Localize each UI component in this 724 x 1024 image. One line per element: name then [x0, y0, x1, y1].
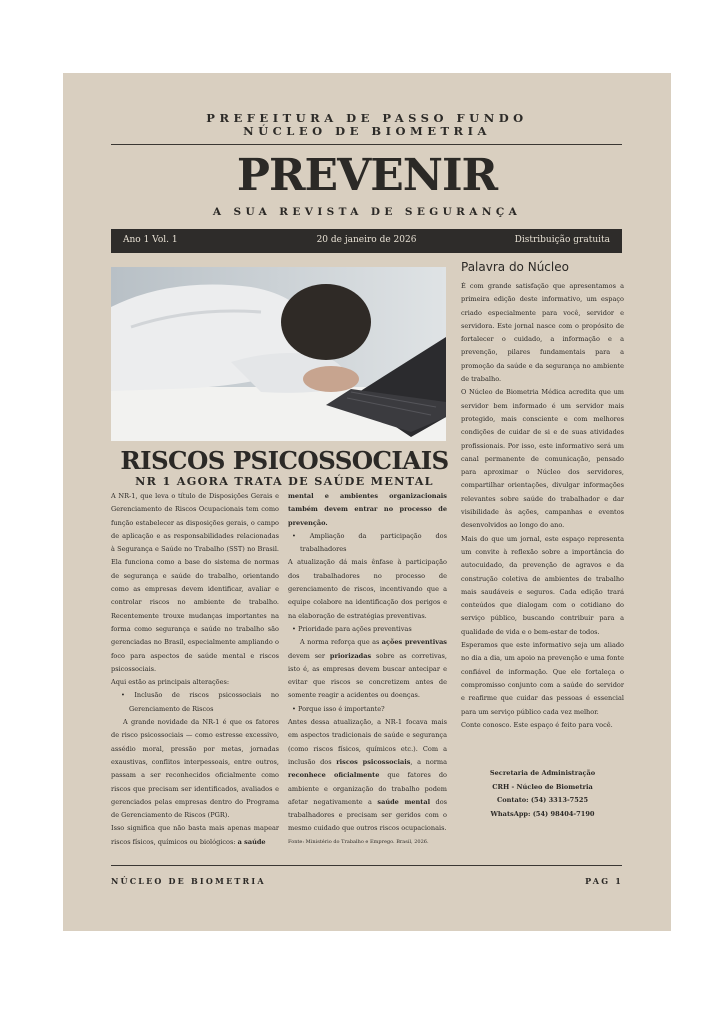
article-paragraph	[111, 822, 279, 849]
article-paragraph: A NR-1, que leva o título de Disposições Gerais e Gerenciamento de Riscos Ocupacionais tem como função estabelecer as disposições gerais, o campo de aplicação e as responsabilidades relacionadas à Segurança e Saúde no Trabalho (SST) no Brasil. Ela funciona como a base do sistema de normas de segurança e saúde do trabalho, orientando como as empresas devem identificar, avaliar e controlar riscos no ambiente de trabalho. Recentemente trouxe mudanças importantes na forma como segurança e saúde no trabalho são gerenciadas no Brasil, especialmente ampliando o foco para aspectos de saúde mental e riscos psicossociais.	[111, 492, 279, 673]
article-paragraph	[288, 636, 447, 702]
text-run: dos trabalhadores e precisam ser geridos com o mesmo cuidado que outros riscos ocupacionais.	[288, 797, 447, 833]
text-run: devem ser	[288, 651, 330, 660]
issue-distribution: Distribuição gratuita	[514, 235, 610, 245]
bold-text-run: mental e ambientes organizacionais também devem entrar no processo de prevenção.	[288, 492, 447, 527]
sidebar-paragraph: Mais do que um jornal, este espaço representa um convite à reflexão sobre a importância do autocuidado, da prevenção de agravos e da construção coletiva de ambientes de trabalho mais saudáveis e seguros. Cada edição trará conteúdos que dialogam com o cotidiano do serviço público, buscando contribuir para a qualidade de vida e o bem-estar de todos.	[461, 534, 624, 636]
publisher-line: PREFEITURA DE PASSO FUNDO	[206, 111, 528, 125]
tired-worker-photo	[111, 267, 446, 441]
contact-block	[461, 767, 624, 821]
contact-whatsapp: WhatsApp: (54) 98404-7190	[490, 809, 595, 818]
bold-text-run: a saúde	[237, 837, 266, 846]
issue-volume: Ano 1 Vol. 1	[123, 235, 178, 245]
bold-text-run: riscos psicossociais	[336, 757, 411, 766]
article-subheadline: NR 1 AGORA TRATA DE SAÚDE MENTAL	[135, 474, 434, 488]
article-paragraph: Aqui estão as principais alterações:	[111, 678, 230, 687]
issue-bar	[111, 229, 622, 253]
article-column-1	[111, 490, 279, 849]
masthead-tagline: A SUA REVISTA DE SEGURANÇA	[212, 206, 522, 218]
bold-text-run: ações preventivas	[381, 638, 447, 647]
contact-department: Secretaria de Administração	[489, 769, 596, 777]
bold-text-run: saúde mental	[377, 797, 431, 806]
sidebar-title: Palavra do Núcleo	[461, 260, 569, 274]
sidebar-paragraph: Conte conosco. Este espaço é feito para você.	[461, 720, 613, 729]
article-paragraph	[288, 716, 447, 836]
article-photo	[111, 267, 446, 441]
header-divider	[111, 144, 622, 145]
sidebar-column	[461, 280, 624, 732]
text-run: sobre as corretivas, isto é, as empresas devem buscar antecipar e evitar que riscos se concretizem antes de somente reagir a acidentes ou doenças.	[288, 651, 448, 700]
article-headline: RISCOS PSICOSSOCIAIS	[120, 446, 449, 475]
bullet-item: • Inclusão de riscos psicossociais no Gerenciamento de Riscos	[121, 691, 279, 713]
text-run: A norma reforça que as	[300, 638, 382, 647]
masthead-title: PREVENIR	[236, 150, 498, 201]
newsletter-page	[63, 73, 671, 931]
sidebar-paragraph: O Núcleo de Biometria Médica acredita que um servidor bem informado é um servidor mais protegido, mais consciente e com melhores condições de cuidar de si e de suas atividades profissionais. Por isso, este informativo será um canal permanente de comunicação, pensado para aproximar o Núcleo dos servidores, compartilhar orientações, divulgar informações relevantes sobre saúde do trabalhador e dar visibilidade às ações, campanhas e eventos desenvolvidos ao longo do ano.	[461, 388, 624, 530]
bold-text-run: priorizadas	[329, 651, 372, 660]
article-paragraph: A atualização dá mais ênfase à participação dos trabalhadores no processo de gerenciamento de riscos, incentivando que a equipe colabore na identificação dos perigos e na elaboração de estratégias preventivas.	[288, 558, 447, 620]
bullet-item: • Prioridade para ações preventivas	[292, 624, 412, 633]
page-number: PAG 1	[585, 876, 623, 886]
text-run: Antes dessa atualização, a NR-1 focava mais em aspectos tradicionais de saúde e segurança (como riscos físicos, químicos etc.). Com a inclusão dos	[288, 718, 447, 766]
issue-date: 20 de janeiro de 2026	[316, 235, 417, 245]
footer-left: NÚCLEO DE BIOMETRIA	[111, 876, 266, 886]
article-source: Fonte: Ministério do Trabalho e Emprego. Brasil, 2026.	[288, 838, 429, 845]
text-run: Isso significa que não basta mais apenas mapear riscos físicos, químicos ou biológicos:	[111, 824, 279, 846]
bullet-item: • Porque isso é importante?	[292, 704, 385, 713]
sidebar-paragraph: Esperamos que este informativo seja um aliado no dia a dia, um apoio na prevenção e uma fonte confiável de informação. Que ele fortaleça o compromisso conjunto com a saúde do servidor e reafirme que cuidar das pessoas é essencial para um serviço público cada vez melhor.	[461, 641, 624, 716]
text-run: , a norma	[410, 757, 448, 766]
article-paragraph: A grande novidade da NR-1 é que os fatores de risco psicossociais — como estresse excessivo, assédio moral, pressão por metas, jornadas exaustivas, conflitos interpessoais, entre outros, passam a ser reconhecidos oficialmente como riscos que precisam ser identificados, avaliados e gerenciados pelas empresas dentro do Programa de Gerenciamento de Riscos (PGR).	[111, 718, 279, 820]
article-paragraph	[288, 490, 447, 530]
article-column-2	[288, 490, 447, 848]
contact-unit: CRH - Núcleo de Biometria	[492, 782, 593, 791]
sidebar-paragraph: É com grande satisfação que apresentamos a primeira edição deste informativo, um espaço criado especialmente para você, servidor e servidora. Este jornal nasce com o propósito de fortalecer o cuidado, a informação e a prevenção, pilares fundamentais para a promoção da saúde e da segurança no ambiente de trabalho.	[461, 282, 624, 384]
department-line: NÚCLEO DE BIOMETRIA	[243, 124, 491, 138]
bold-text-run: reconhece oficialmente	[288, 771, 380, 780]
contact-phone: Contato: (54) 3313-7525	[496, 796, 589, 804]
footer-divider	[111, 865, 622, 866]
text-run: que fatores do ambiente e organização do trabalho podem afetar negativamente a	[288, 771, 447, 806]
bullet-item: • Ampliação da participação dos trabalhadores	[292, 531, 447, 554]
